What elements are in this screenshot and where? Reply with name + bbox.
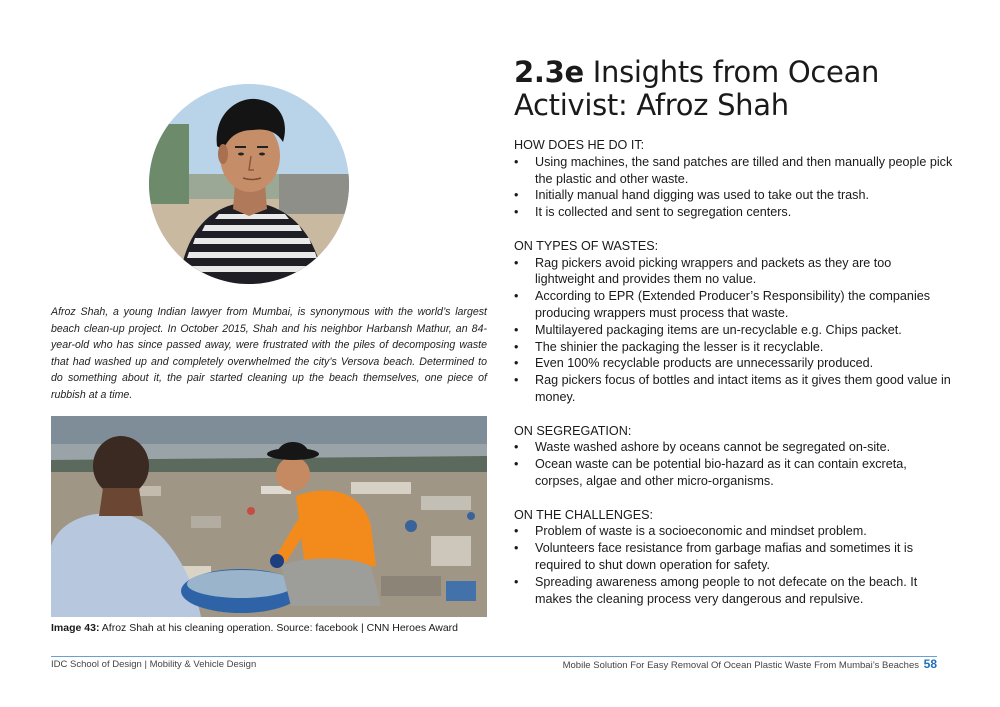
list-item: • Rag pickers avoid picking wrappers and packets as they are too lightweight and provides them no value.: [514, 255, 954, 289]
caption-text: Afroz Shah at his cleaning operation. Source: facebook | CNN Heroes Award: [99, 622, 459, 634]
list-item: • According to EPR (Extended Producer’s Responsibility) the companies producing wrappers must process that waste.: [514, 288, 954, 322]
list-item: • Spreading awareness among people to not defecate on the beach. It makes the cleaning process very dangerous and repulsive.: [514, 574, 954, 608]
list-item: • Initially manual hand digging was used to take out the trash.: [514, 187, 954, 204]
image-caption: [51, 621, 491, 635]
list-item: • Problem of waste is a socioeconomic and mindset problem.: [514, 523, 954, 540]
list-item: • Volunteers face resistance from garbage mafias and sometimes it is required to shut down operation for safety.: [514, 540, 954, 574]
bullet-list: [514, 154, 954, 221]
portrait-illustration: [149, 84, 349, 284]
title-text: Insights from Ocean Activist: Afroz Shah: [514, 55, 880, 122]
caption-lead: Image 43:: [51, 622, 100, 634]
bullet-list: [514, 523, 954, 607]
footer-project-title: Mobile Solution For Easy Removal Of Ocean Plastic Waste From Mumbai’s Beaches: [562, 660, 919, 671]
list-item: • The shinier the packaging the lesser is it recyclable.: [514, 339, 954, 356]
bio-paragraph: Afroz Shah, a young Indian lawyer from Mumbai, is synonymous with the world’s largest beach clean-up project. In October 2015, Shah and his neighbor Harbansh Mathur, an 84-year-old who has since passed away, were frustrated with the piles of decomposing waste that had washed up and completely overwhelmed the city’s Versova beach. Determined to do something about it, the pair started cleaning up the beach themselves, one piece of rubbish at a time.: [51, 306, 487, 401]
list-item: • Waste washed ashore by oceans cannot be segregated on-site.: [514, 439, 954, 456]
portrait-photo: [149, 84, 349, 284]
list-item: • Even 100% recyclable products are unnecessarily produced.: [514, 355, 954, 372]
section-waste-types: [514, 238, 954, 406]
insights-content: [514, 137, 954, 624]
page-title: [514, 56, 974, 122]
section-number: 2.3e: [514, 55, 584, 89]
bullet-list: [514, 439, 954, 489]
cleanup-illustration: [51, 416, 487, 617]
section-challenges: [514, 507, 954, 608]
section-title: ON THE CHALLENGES:: [514, 507, 654, 522]
footer-institution: IDC School of Design | Mobility & Vehicle Design: [51, 659, 257, 670]
list-item: • Rag pickers focus of bottles and intact items as it gives them good value in money.: [514, 372, 954, 406]
list-item: • Using machines, the sand patches are tilled and then manually people pick the plastic and other waste.: [514, 154, 954, 188]
section-title: ON TYPES OF WASTES:: [514, 238, 659, 253]
section-title: ON SEGREGATION:: [514, 423, 632, 438]
section-how: [514, 137, 954, 221]
section-title: HOW DOES HE DO IT:: [514, 138, 645, 152]
section-segregation: [514, 423, 954, 490]
list-item: • Multilayered packaging items are un-recyclable e.g. Chips packet.: [514, 322, 954, 339]
footer-project: [563, 657, 937, 673]
bullet-list: [514, 255, 954, 406]
cleanup-photo: [51, 416, 487, 617]
page-number: 58: [923, 657, 937, 671]
list-item: • Ocean waste can be potential bio-hazard as it can contain excreta, corpses, algae and other micro-organisms.: [514, 456, 954, 490]
list-item: • It is collected and sent to segregation centers.: [514, 204, 954, 221]
